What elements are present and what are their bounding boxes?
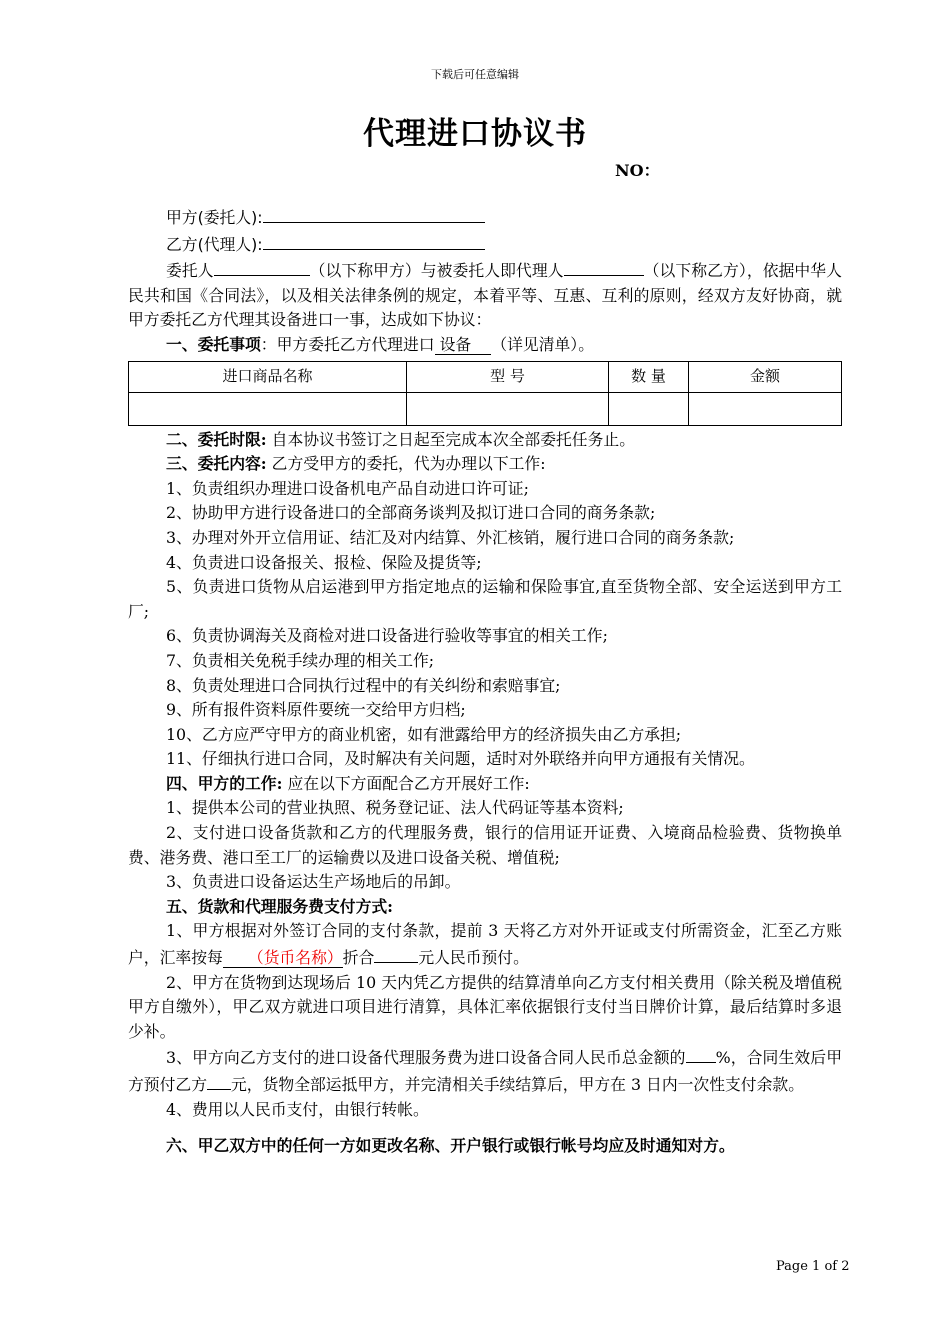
section-5 — [128, 895, 842, 920]
cell-amount — [689, 392, 842, 425]
table-row — [129, 392, 842, 425]
section-3-heading: 三、委托内容: — [166, 454, 267, 474]
section-2-text: 自本协议书签订之日起至完成本次全部委托任务止。 — [271, 429, 635, 449]
payment-clause-3 — [128, 1044, 842, 1097]
goods-table — [128, 361, 842, 426]
intro-text-3: （以下称乙方），依据中华人民共和国《合同法》，以及相关法律条例的规定，本着平等、互惠、互利的原则，经双方友好协商，就甲方委托乙方代理其设备进口一事，达成如下协议： — [128, 261, 842, 330]
section-6 — [128, 1134, 842, 1159]
fee-text-3: 元，货物全部运抵甲方，并完清相关手续结算后，甲方在 3 日内一次性支付余款。 — [231, 1075, 804, 1094]
list-item: 7、负责相关免税手续办理的相关工作; — [166, 650, 435, 670]
payment-text-1: 1、甲方根据对外签订合同的支付条款，提前 3 天将乙方对外开证或支付所需资金，汇至乙方账户，汇率按每 — [128, 921, 842, 968]
section-3-text: 乙方受甲方的委托，代为办理以下工作: — [271, 454, 546, 474]
col-amount-header: 金额 — [689, 361, 842, 392]
party-b-line — [128, 231, 842, 258]
list-item: 2、协助甲方进行设备进口的全部商务谈判及拟订进口合同的商务条款; — [166, 503, 656, 523]
party-b-blank — [263, 231, 485, 250]
party-a-label: 甲方(委托人): — [166, 208, 263, 227]
page-number: Page 1 of 2 — [776, 1259, 850, 1274]
list-item: 1、提供本公司的营业执照、税务登记证、法人代码证等基本资料; — [166, 798, 624, 818]
party-b-label: 乙方(代理人): — [166, 234, 263, 254]
cell-quantity — [609, 392, 689, 425]
list-item: 1、负责组织办理进口设备机电产品自动进口许可证; — [166, 478, 529, 498]
list-item: 9、所有报件资料原件要统一交给甲方归档; — [166, 700, 466, 720]
page-title: 代理进口协议书 — [363, 116, 587, 152]
section-1-item — [435, 335, 492, 355]
section-4 — [128, 772, 842, 797]
section-1-item-value: 设备 — [439, 334, 472, 354]
client-blank — [214, 257, 310, 276]
party-a-line — [128, 204, 842, 231]
document-body — [128, 204, 842, 1159]
list-item: 5、负责进口货物从启运港到甲方指定地点的运输和保险事宜,直至货物全部、安全运送到甲方工厂; — [128, 577, 842, 621]
payment-text-3: 元人民币预付。 — [418, 948, 529, 968]
cell-name — [129, 392, 407, 425]
header-note: 下载后可任意编辑 — [431, 68, 519, 81]
section-2 — [128, 428, 842, 453]
fee-percent-blank — [686, 1044, 716, 1063]
section-5-heading: 五、货款和代理服务费支付方式: — [166, 896, 393, 916]
list-item: 3、负责进口设备运达生产场地后的吊卸。 — [166, 872, 461, 892]
list-item: 6、负责协调海关及商检对进口设备进行验收等事宜的相关工作; — [166, 626, 608, 646]
currency-placeholder: （货币名称） — [247, 948, 343, 968]
section-4-heading: 四、甲方的工作: — [166, 773, 283, 793]
party-a-blank — [263, 204, 485, 223]
col-quantity-header: 数 量 — [609, 361, 689, 392]
section-6-heading: 六、甲乙双方中的任何一方如更改名称、开户银行或银行帐号均应及时通知对方。 — [166, 1136, 735, 1156]
section-1-heading: 一、委托事项 — [166, 334, 261, 354]
section-4-text: 应在以下方面配合乙方开展好工作: — [287, 773, 530, 793]
payment-clause-1 — [128, 919, 842, 970]
payment-clause-2: 2、甲方在货物到达现场后 10 天内凭乙方提供的结算清单向乙方支付相关费用（除关税及增值税甲方自缴外），甲乙双方就进口项目进行清算，具体汇率依据银行支付当日牌价计算，最后结算时多退少补。 — [128, 972, 842, 1041]
list-item: 10、乙方应严守甲方的商业机密，如有泄露给甲方的经济损失由乙方承担; — [166, 724, 682, 744]
section-1-text-2: （详见清单）。 — [491, 334, 594, 354]
section-1 — [128, 333, 842, 358]
section-1-text: ：甲方委托乙方代理进口 — [260, 334, 435, 354]
list-item: 3、办理对外开立信用证、结汇及对内结算、外汇核销，履行进口合同的商务条款; — [166, 527, 735, 547]
list-item: 4、负责进口设备报关、报检、保险及提货等; — [166, 552, 482, 572]
prepay-blank — [207, 1071, 231, 1090]
cell-model — [407, 392, 609, 425]
number-label: NO： — [615, 161, 660, 180]
section-2-heading: 二、委托时限: — [166, 429, 267, 449]
list-item: 8、负责处理进口合同执行过程中的有关纠纷和索赔事宜; — [166, 675, 561, 695]
currency-blank — [223, 948, 343, 968]
rate-blank — [374, 944, 418, 963]
section-3 — [128, 452, 842, 477]
intro-paragraph — [128, 257, 842, 333]
table-header-row — [129, 361, 842, 392]
col-name-header: 进口商品名称 — [129, 361, 407, 392]
payment-text-2: 折合 — [342, 948, 375, 968]
intro-text-2: （以下称甲方）与被委托人即代理人 — [309, 261, 564, 281]
payment-clause-4: 4、费用以人民币支付，由银行转帐。 — [166, 1099, 429, 1119]
list-item: 2、支付进口设备货款和乙方的代理服务费，银行的信用证开证费、入境商品检验费、货物换单费、港务费、港口至工厂的运输费以及进口设备关税、增值税; — [128, 823, 842, 867]
fee-text-2: %，合同生效后甲方预付乙方 — [128, 1048, 842, 1094]
list-item: 11、仔细执行进口合同，及时解决有关问题，适时对外联络并向甲方通报有关情况。 — [166, 749, 755, 769]
fee-text-1: 3、甲方向乙方支付的进口设备代理服务费为进口设备合同人民币总金额的 — [166, 1048, 686, 1068]
col-model-header: 型 号 — [407, 361, 609, 392]
agent-blank — [564, 257, 644, 276]
intro-text-1: 委托人 — [166, 261, 214, 281]
